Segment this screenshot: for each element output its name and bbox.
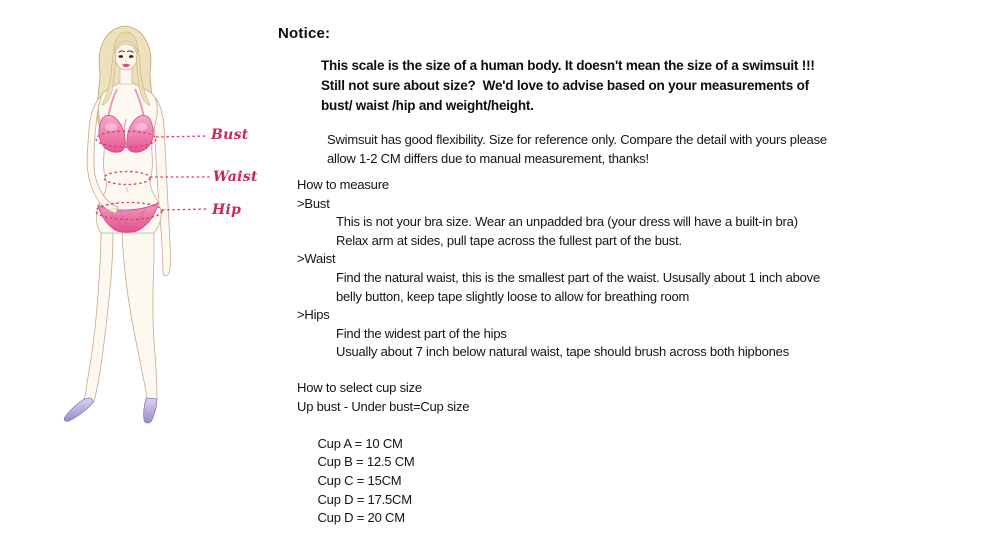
- cup-size-value: Cup C = 15CM: [317, 472, 402, 488]
- how-to-measure-section: [297, 176, 820, 362]
- hips-instruction-line: Usually about 7 inch below natural waist, tape should brush across both hipbones: [336, 344, 790, 360]
- warning-line: This scale is the size of a human body. It doesn't mean the size of a swimsuit !!!: [321, 58, 815, 73]
- bust-label: Bust: [211, 127, 249, 143]
- waist-label: Waist: [213, 169, 258, 185]
- cup-size-heading: How to select cup size: [297, 380, 422, 395]
- cup-size-formula: Up bust - Under bust=Cup size: [297, 398, 470, 414]
- right-eye: [129, 55, 134, 58]
- left-shoe: [64, 398, 93, 421]
- waist-section-label: >Waist: [297, 251, 336, 267]
- flexibility-note: [327, 131, 827, 168]
- left-leg: [84, 231, 113, 402]
- bust-section-label: >Bust: [297, 195, 330, 211]
- how-to-measure-heading: How to measure: [297, 177, 389, 192]
- cup-size-section: [297, 379, 469, 546]
- cup-size-values-row: [297, 416, 469, 546]
- flexibility-line: allow 1-2 CM differs due to manual measurement, thanks!: [327, 150, 649, 166]
- hips-section-label: >Hips: [297, 307, 330, 323]
- cup-size-value: Cup A = 10 CM: [317, 435, 403, 451]
- warning-line: bust/ waist /hip and weight/height.: [321, 98, 534, 113]
- warning-line: Still not sure about size? We'd love to advise based on your measurements of: [321, 78, 809, 93]
- hips-instruction-line: Find the widest part of the hips: [336, 325, 507, 341]
- cup-size-value: Cup B = 12.5 CM: [317, 454, 415, 470]
- hip-leader-line: [162, 209, 208, 210]
- cup-size-value: Cup D = 20 CM: [317, 510, 405, 526]
- bust-instruction-line: Relax arm at sides, pull tape across the fullest part of the bust.: [336, 232, 682, 248]
- right-leg: [122, 231, 157, 401]
- notice-heading: Notice:: [278, 25, 331, 42]
- left-eye: [119, 55, 124, 58]
- scale-warning-paragraph: [321, 56, 815, 116]
- cup-size-value: Cup D = 17.5CM: [317, 491, 412, 507]
- hip-label: Hip: [212, 202, 242, 218]
- body-measurement-illustration: [50, 15, 265, 445]
- waist-instruction-line: belly button, keep tape slightly loose to allow for breathing room: [336, 288, 690, 304]
- right-shoe: [144, 398, 157, 423]
- waist-instruction-line: Find the natural waist, this is the smallest part of the waist. Ususally about 1 inch above: [336, 269, 820, 285]
- bust-instruction-line: This is not your bra size. Wear an unpadded bra (your dress will have a built-in bra): [336, 214, 798, 230]
- flexibility-line: Swimsuit has good flexibility. Size for reference only. Compare the detail with yours please: [327, 132, 827, 147]
